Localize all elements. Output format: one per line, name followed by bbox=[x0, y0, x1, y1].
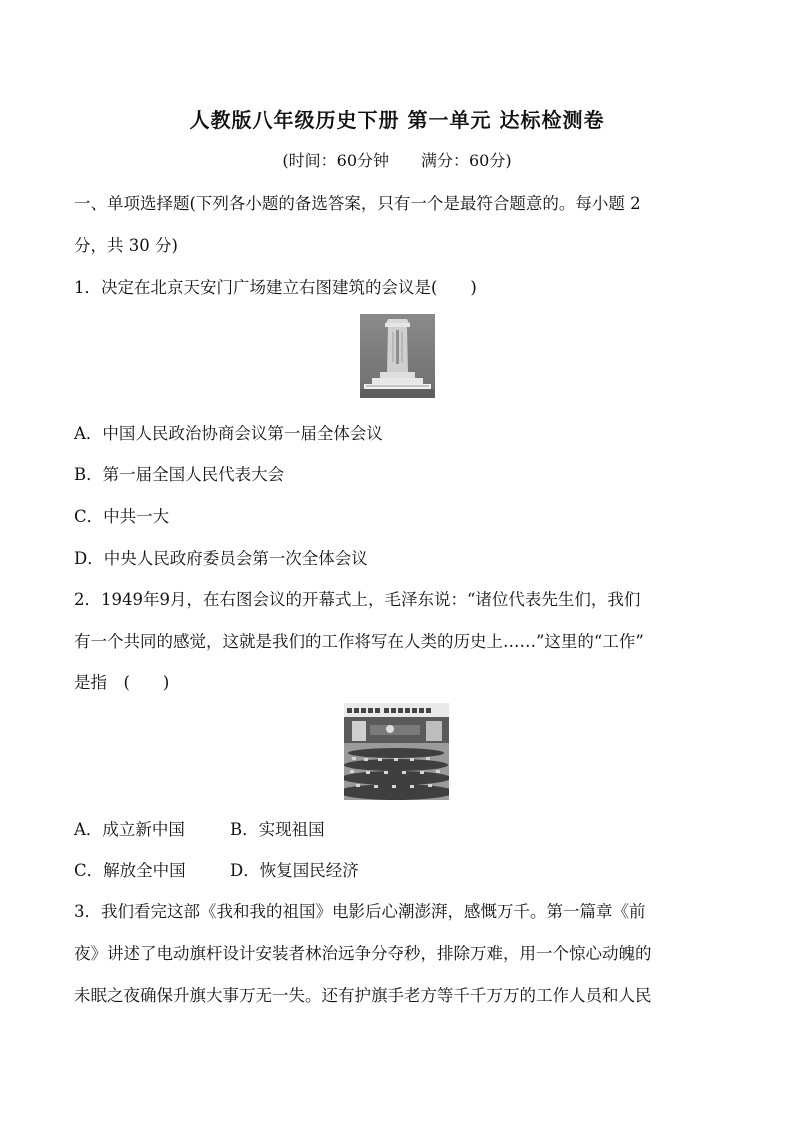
monument-photo bbox=[360, 314, 435, 398]
question-3-stem-line-3: 未眠之夜确保升旗大事万无一失。还有护旗手老方等千千万万的工作人员和人民 bbox=[74, 986, 652, 1005]
question-1-option-a[interactable]: A．中国人民政治协商会议第一届全体会议 bbox=[74, 424, 383, 443]
question-2-stem-line-1: 2．1949年9月，在右图会议的开幕式上，毛泽东说：“诸位代表先生们，我们 bbox=[74, 590, 641, 609]
monument-image bbox=[360, 314, 435, 398]
question-1-option-c[interactable]: C．中共一大 bbox=[74, 507, 170, 526]
question-2-option-c[interactable]: C．解放全中国 bbox=[74, 861, 186, 880]
exam-time-score: (时间：60分钟 满分：60分) bbox=[282, 151, 512, 170]
question-1-stem: 1．决定在北京天安门广场建立右图建筑的会议是( ) bbox=[74, 278, 477, 297]
page-title: 人教版八年级历史下册 第一单元 达标检测卷 bbox=[189, 108, 605, 132]
question-2-option-d[interactable]: D．恢复国民经济 bbox=[230, 861, 359, 880]
question-2-stem-line-2: 有一个共同的感觉，这就是我们的工作将写在人类的历史上……”这里的“工作” bbox=[74, 632, 644, 651]
question-2-option-a[interactable]: A．成立新中国 bbox=[74, 820, 185, 839]
section-heading-line-2: 分，共 30 分) bbox=[74, 236, 178, 255]
conference-photo bbox=[344, 703, 449, 800]
conference-image bbox=[344, 703, 449, 800]
question-1-option-b[interactable]: B．第一届全国人民代表大会 bbox=[74, 465, 285, 484]
question-3-stem-line-1: 3．我们看完这部《我和我的祖国》电影后心潮澎湃，感慨万千。第一篇章《前 bbox=[74, 902, 646, 921]
question-2-option-b[interactable]: B．实现祖国 bbox=[230, 820, 325, 839]
question-1-option-d[interactable]: D．中央人民政府委员会第一次全体会议 bbox=[74, 549, 368, 568]
question-3-stem-line-2: 夜》讲述了电动旗杆设计安装者林治远争分夺秒，排除万难，用一个惊心动魄的 bbox=[74, 944, 652, 963]
question-2-stem-line-3: 是指 ( ) bbox=[74, 673, 170, 692]
section-heading-line-1: 一、单项选择题(下列各小题的备选答案，只有一个是最符合题意的。每小题 2 bbox=[74, 194, 641, 213]
